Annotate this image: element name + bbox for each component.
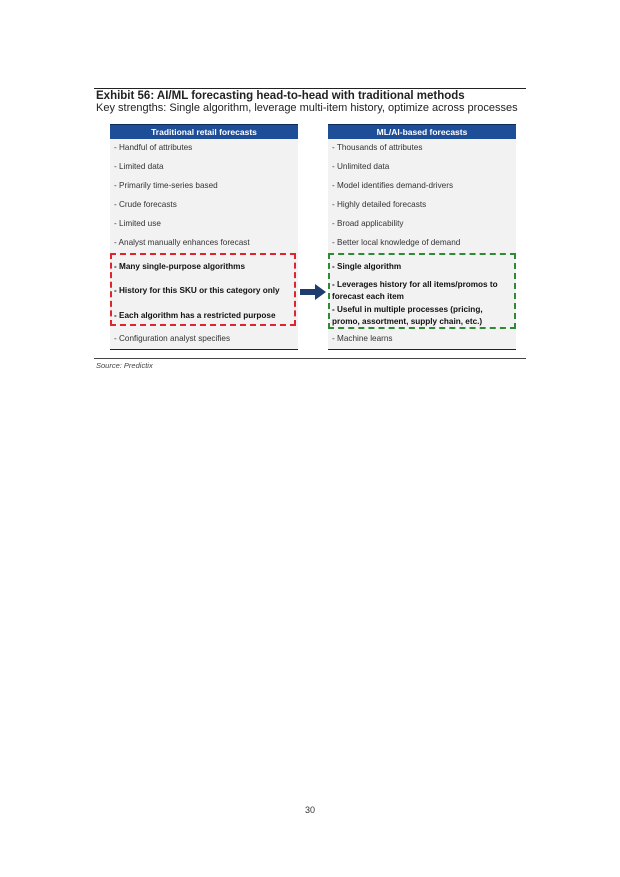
ml-highlight-row: - Useful in multiple processes (pricing, — [332, 305, 483, 314]
traditional-highlight-row: - Many single-purpose algorithms — [114, 262, 246, 271]
ml-row: - Machine learns — [332, 334, 393, 343]
ml-column-header: ML/AI-based forecasts — [328, 124, 516, 139]
source-rule — [94, 358, 526, 359]
ml-bottom-rule — [328, 349, 516, 350]
source-note: Source: Predictix — [96, 361, 153, 370]
ml-highlight-row: forecast each item — [332, 292, 404, 301]
right-arrow-icon — [300, 284, 326, 300]
traditional-row: - Configuration analyst specifies — [114, 334, 231, 343]
traditional-row: - Limited data — [114, 162, 164, 171]
ml-row: - Unlimited data — [332, 162, 390, 171]
ml-highlight-row: promo, assortment, supply chain, etc.) — [332, 317, 483, 326]
traditional-highlight-row: - Each algorithm has a restricted purpose — [114, 311, 276, 320]
page-number: 30 — [304, 805, 315, 815]
ml-highlight-box — [328, 253, 516, 329]
ml-row: - Thousands of attributes — [332, 143, 423, 152]
traditional-row: - Analyst manually enhances forecast — [114, 238, 250, 247]
ml-highlight-row: - Single algorithm — [332, 262, 402, 271]
exhibit-top-rule — [94, 88, 526, 89]
exhibit-title: Exhibit 56: AI/ML forecasting head-to-head with traditional methods — [96, 90, 465, 102]
exhibit-subtitle: Key strengths: Single algorithm, leverage multi-item history, optimize across processes — [96, 102, 518, 114]
traditional-bottom-rule — [110, 349, 298, 350]
traditional-highlight-row: - History for this SKU or this category only — [114, 286, 280, 295]
traditional-highlight-box — [110, 253, 296, 326]
traditional-row: - Crude forecasts — [114, 200, 177, 209]
ml-row: - Model identifies demand-drivers — [332, 181, 454, 190]
traditional-row: - Handful of attributes — [114, 143, 193, 152]
ml-row: - Broad applicability — [332, 219, 404, 228]
ml-row: - Better local knowledge of demand — [332, 238, 461, 247]
ml-highlight-row: - Leverages history for all items/promos to — [332, 280, 498, 289]
traditional-row: - Primarily time-series based — [114, 181, 218, 190]
ml-row: - Highly detailed forecasts — [332, 200, 427, 209]
traditional-column-header: Traditional retail forecasts — [110, 124, 298, 139]
traditional-row: - Limited use — [114, 219, 161, 228]
